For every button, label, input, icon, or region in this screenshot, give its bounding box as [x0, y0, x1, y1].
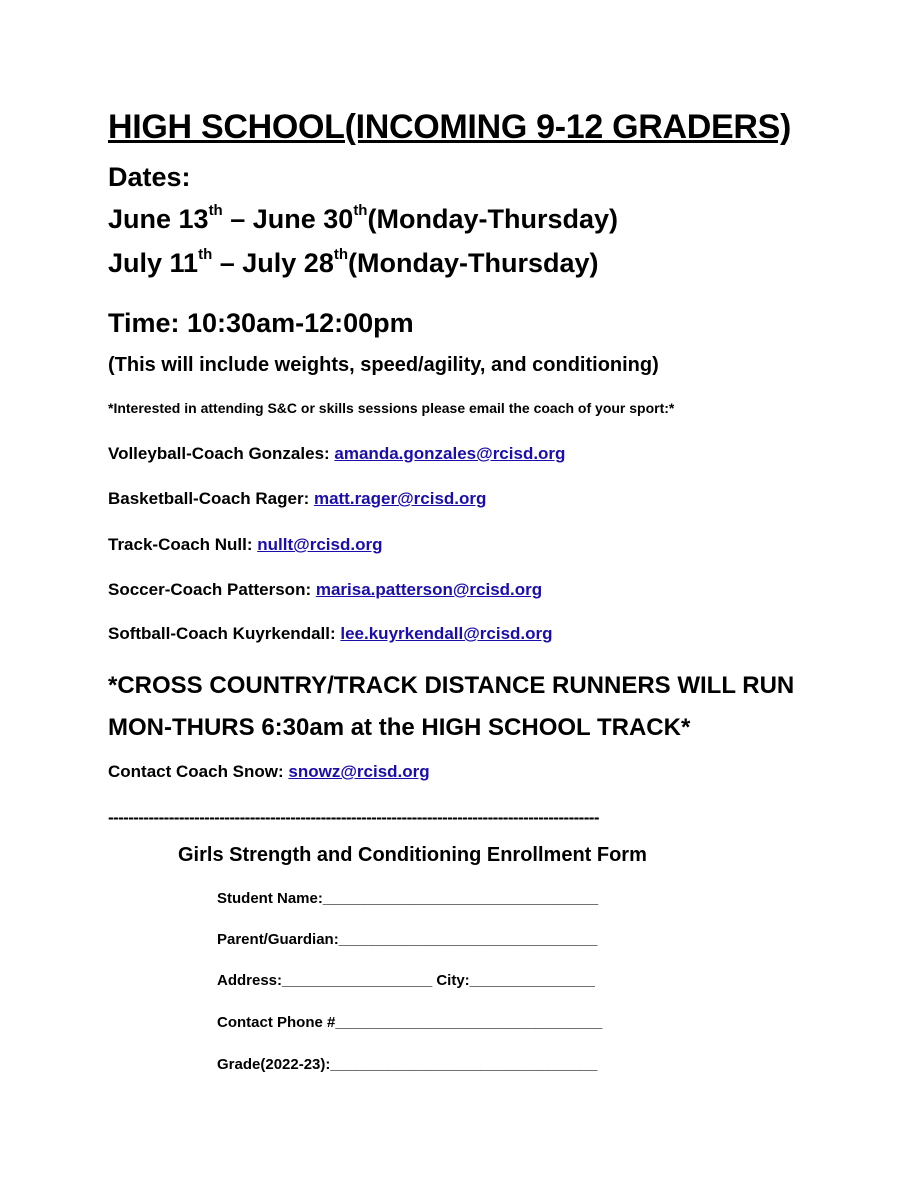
form-row-parent-guardian: Parent/Guardian:_______________________________: [217, 931, 598, 948]
date-sup: th: [208, 202, 223, 219]
coach-soccer: [108, 580, 542, 600]
dates-heading: Dates:: [108, 162, 191, 192]
cross-country-line-1: *CROSS COUNTRY/TRACK DISTANCE RUNNERS WILL RUN: [108, 672, 795, 699]
coach-email-link[interactable]: marisa.patterson@rcisd.org: [315, 580, 543, 599]
contact-label: Contact Coach Snow:: [108, 762, 289, 781]
coach-label: Softball-Coach Kuyrkendall:: [108, 624, 341, 643]
coach-volleyball: [108, 444, 565, 464]
date-start: June 13: [108, 204, 209, 234]
date-end: – June 30: [222, 204, 354, 234]
includes-note: (This will include weights, speed/agility, and conditioning): [108, 354, 659, 376]
date-sup: th: [353, 202, 368, 219]
date-start: July 11: [108, 248, 199, 278]
date-days: (Monday-Thursday): [367, 204, 618, 234]
coach-track: [108, 535, 382, 555]
interest-note: *Interested in attending S&C or skills sessions please email the coach of your sport:*: [108, 400, 675, 416]
form-row-contact-phone: Contact Phone #________________________________: [217, 1014, 603, 1031]
coach-email-link[interactable]: lee.kuyrkendall@rcisd.org: [340, 624, 553, 643]
coach-label: Volleyball-Coach Gonzales:: [108, 444, 335, 463]
coach-basketball: [108, 489, 486, 509]
form-row-student-name: Student Name:_________________________________: [217, 890, 599, 907]
coach-label: Basketball-Coach Rager:: [108, 489, 314, 508]
form-title: Girls Strength and Conditioning Enrollment Form: [178, 844, 647, 866]
contact-snow: [108, 762, 430, 782]
coach-softball: [108, 624, 553, 644]
coach-email-link[interactable]: matt.rager@rcisd.org: [313, 489, 487, 508]
date-end: – July 28: [212, 248, 334, 278]
coach-label: Track-Coach Null:: [108, 535, 258, 554]
coach-label: Soccer-Coach Patterson:: [108, 580, 316, 599]
cross-country-line-2: MON-THURS 6:30am at the HIGH SCHOOL TRACK*: [108, 714, 691, 741]
date-days: (Monday-Thursday): [348, 248, 599, 278]
cut-line-divider: -------------------------------------------------------------------------------------------------: [108, 808, 599, 827]
coach-email-link[interactable]: nullt@rcisd.org: [257, 535, 383, 554]
contact-email-link[interactable]: snowz@rcisd.org: [288, 762, 430, 781]
page-title: HIGH SCHOOL(INCOMING 9-12 GRADERS): [108, 108, 792, 146]
form-row-grade: Grade(2022-23):________________________________: [217, 1056, 598, 1073]
date-range-1: [108, 204, 618, 235]
form-row-address-city: Address:__________________ City:_______________: [217, 972, 595, 989]
session-time: Time: 10:30am-12:00pm: [108, 308, 414, 338]
date-range-2: [108, 248, 599, 279]
date-sup: th: [198, 246, 213, 263]
coach-email-link[interactable]: amanda.gonzales@rcisd.org: [334, 444, 566, 463]
date-sup: th: [333, 246, 349, 263]
